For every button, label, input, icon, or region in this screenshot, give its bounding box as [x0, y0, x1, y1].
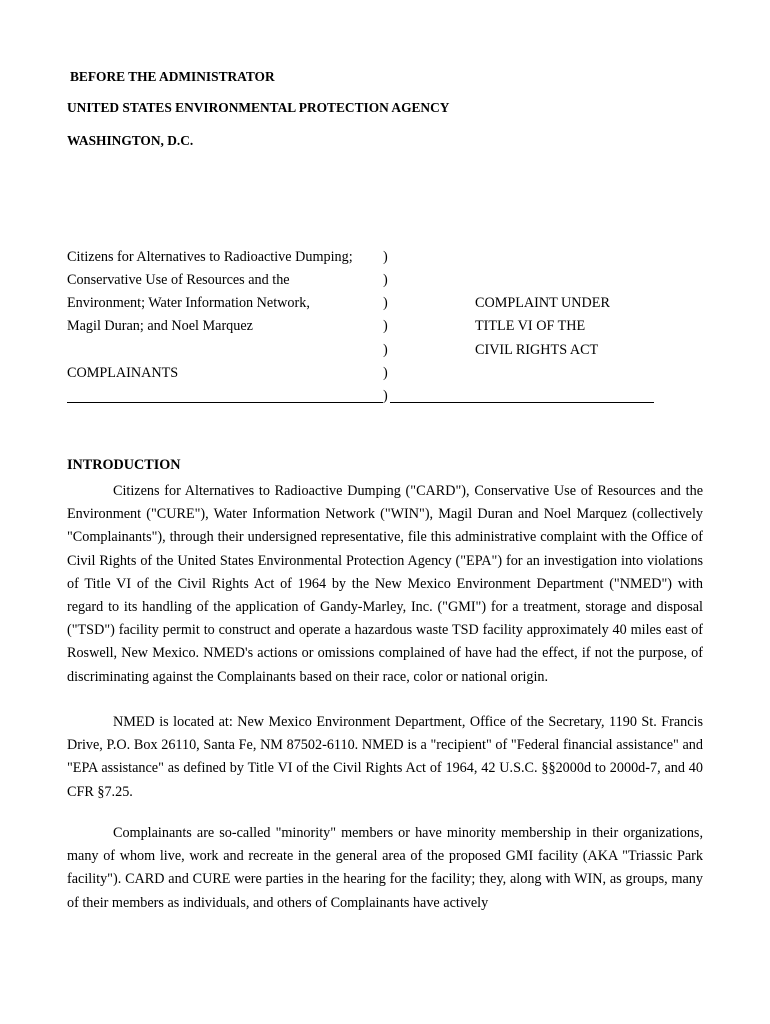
introduction-paragraph-1: Citizens for Alternatives to Radioactive Dumping ("CARD"), Conservative Use of Resources and the Environment ("CURE"), Water Information Network ("WIN"), Magil Duran and Noel Marquez (collectively "Complainants"), through their undersigned representative, file this administrative complaint with the Office of Civil Rights of the United States Environmental Protection Agency ("EPA") for an investigation into violations of Title VI of the Civil Rights Act of 1964 by the New Mexico Environment Department ("NMED") with regard to its handling of the application of Gandy-Marley, Inc. ("GMI") for a treatment, storage and disposal ("TSD") facility permit to construct and operate a hazardous waste TSD facility approximately 40 miles east of Roswell, New Mexico. NMED's actions or omissions complained of have had the effect, if not the purpose, of discriminating against the Complainants based on their race, color or national origin.: [67, 483, 703, 685]
caption-paren: ): [383, 318, 388, 334]
introduction-paragraph-2: NMED is located at: New Mexico Environment Department, Office of the Secretary, 1190 St. Francis Drive, P.O. Box 26110, Santa Fe, NM 87502-6110. NMED is a "recipient" of "Federal financial assistance" and "EPA assistance" as defined by Title VI of the Civil Rights Act of 1964, 42 U.S.C. §§2000d to 2000d-7, and 40 CFR §7.25.: [67, 714, 703, 800]
caption-party-line-1: Citizens for Alternatives to Radioactive Dumping;: [67, 249, 353, 265]
caption-paren: ): [383, 295, 388, 311]
header-line-location: WASHINGTON, D.C.: [67, 133, 194, 148]
caption-paren: ): [383, 388, 388, 404]
caption-rule-right: [390, 402, 654, 403]
caption-paren: ): [383, 342, 388, 358]
caption-party-line-4: Magil Duran; and Noel Marquez: [67, 318, 253, 334]
caption-party-line-3: Environment; Water Information Network,: [67, 295, 310, 311]
complaint-title-line-1: COMPLAINT UNDER: [475, 295, 610, 311]
caption-paren: ): [383, 365, 388, 381]
introduction-heading: INTRODUCTION: [67, 457, 181, 473]
complaint-title-line-3: CIVIL RIGHTS ACT: [475, 342, 599, 358]
caption-paren: ): [383, 249, 388, 265]
caption-paren: ): [383, 272, 388, 288]
caption-rule-left: [67, 402, 383, 403]
header-line-agency: UNITED STATES ENVIRONMENTAL PROTECTION AGENCY: [67, 100, 450, 115]
introduction-paragraph-3: Complainants are so-called "minority" members or have minority membership in their organizations, many of whom live, work and recreate in the general area of the proposed GMI facility (AKA "Triassic Park facility"). CARD and CURE were parties in the hearing for the facility; they, along with WIN, as groups, many of their members as individuals, and others of Complainants have actively: [67, 825, 703, 911]
complaint-title-line-2: TITLE VI OF THE: [475, 318, 586, 334]
caption-role: COMPLAINANTS: [67, 365, 179, 381]
header-line-administrator: BEFORE THE ADMINISTRATOR: [70, 69, 275, 84]
caption-party-line-2: Conservative Use of Resources and the: [67, 272, 290, 288]
